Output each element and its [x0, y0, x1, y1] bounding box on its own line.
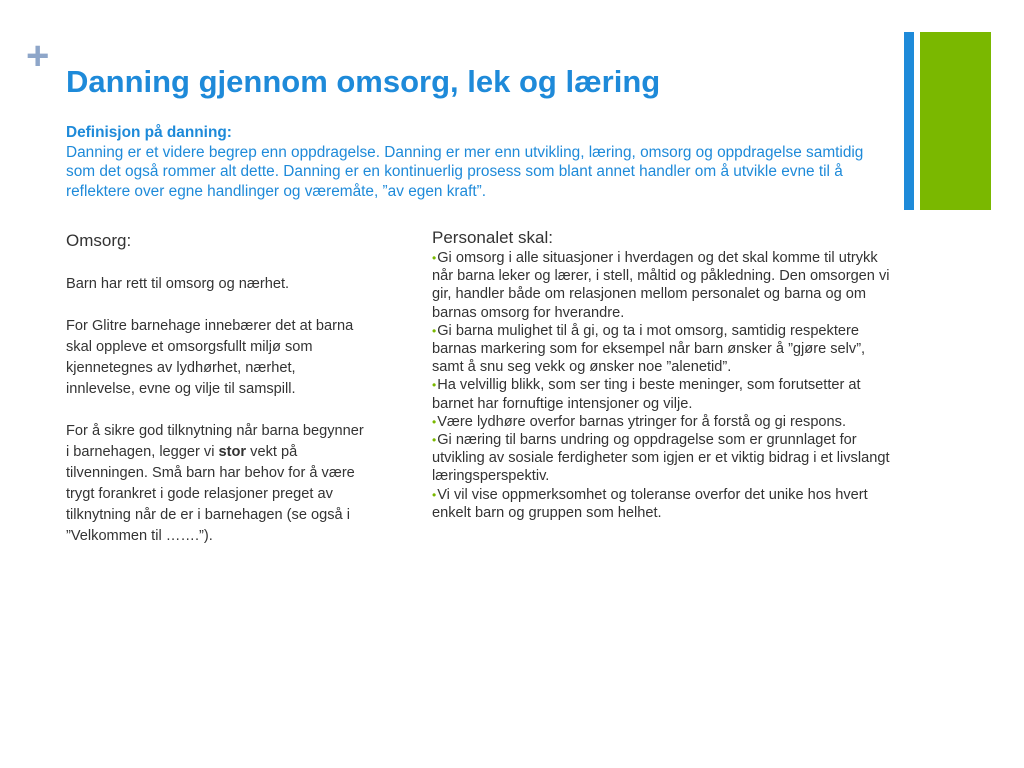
list-item: [432, 486, 894, 522]
left-paragraph-2: For Glitre barnehage innebærer det at barna skal oppleve et omsorgsfullt miljø som kjennetegnes av lydhørhet, nærhet, innlevelse, evne og vilje til samspill.: [66, 318, 354, 397]
bullet-icon: •: [432, 487, 437, 502]
left-paragraph-3-start: For å sikre god tilknytning når barna begynner i barnehagen, legger vi: [66, 423, 364, 460]
list-item: [432, 322, 894, 377]
decorative-green-bar: [920, 32, 991, 210]
decorative-blue-bar: [904, 32, 914, 210]
left-paragraph-1: Barn har rett til omsorg og nærhet.: [66, 276, 290, 292]
list-item-text: Gi barna mulighet til å gi, og ta i mot omsorg, samtidig respektere barnas markering som for eksempel når barn ønsker å ”gjøre selv”, samt å snu seg vekk og ønsker noe ”alenetid”.: [432, 322, 866, 376]
list-item-text: Være lydhøre overfor barnas ytringer for å forstå og gi respons.: [437, 413, 847, 430]
list-item: [432, 413, 894, 431]
list-item: [432, 376, 894, 412]
list-item-text: Gi næring til barns undring og oppdragelse som er grunnlaget for utvikling av sosiale ferdigheter som igjen er et viktig bidrag i et livslangt læringsperspektiv.: [432, 432, 890, 485]
plus-icon: +: [26, 34, 50, 78]
bullet-icon: •: [432, 433, 437, 448]
bullet-icon: •: [432, 378, 437, 393]
definition-text: Danning er et videre begrep enn oppdragelse. Danning er mer enn utvikling, læring, omsorg og oppdragelse samtidig som det også rommer alt dette. Danning er en kontinuerlig prosess som blant annet handler om å utvikle evne til å reflektere over egne handlinger og væremåte, ”av egen kraft”.: [66, 143, 864, 200]
omsorg-heading: Omsorg:: [66, 231, 132, 250]
list-item: [432, 431, 894, 486]
left-paragraph-3-bold: stor: [218, 444, 247, 460]
list-item-text: Gi omsorg i alle situasjoner i hverdagen og det skal komme til utrykk når barna leker og lærer, i stell, måltid og påkledning. Den omsorgen vi gir, handler både om relasjonen mellom personalet og barna og om barnas omsorg for hverandre.: [432, 250, 890, 321]
left-paragraph-3: [66, 421, 366, 547]
slide-title: Danning gjennom omsorg, lek og læring: [66, 64, 661, 99]
bullet-icon: •: [432, 414, 437, 429]
list-item-text: Vi vil vise oppmerksomhet og toleranse overfor det unike hos hvert enkelt barn og gruppen som helhet.: [432, 486, 868, 521]
personalet-heading: Personalet skal:: [432, 228, 553, 247]
definition-label: Definisjon på danning:: [66, 124, 232, 141]
right-column: [432, 227, 894, 522]
bullet-icon: •: [432, 251, 437, 265]
personalet-list: [432, 249, 894, 522]
bullet-icon: •: [432, 323, 437, 338]
left-column: [66, 229, 366, 568]
list-item: [432, 249, 894, 322]
definition-block: [66, 123, 896, 201]
list-item-text: Ha velvillig blikk, som ser ting i beste meninger, som forutsetter at barnet har fornuftige intensjoner og vilje.: [432, 377, 861, 412]
left-paragraph-3-end: vekt på tilvenningen. Små barn har behov for å være trygt forankret i gode relasjoner preget av tilknytning når de er i barnehagen (se også i ”Velkommen til …….”).: [66, 444, 355, 544]
